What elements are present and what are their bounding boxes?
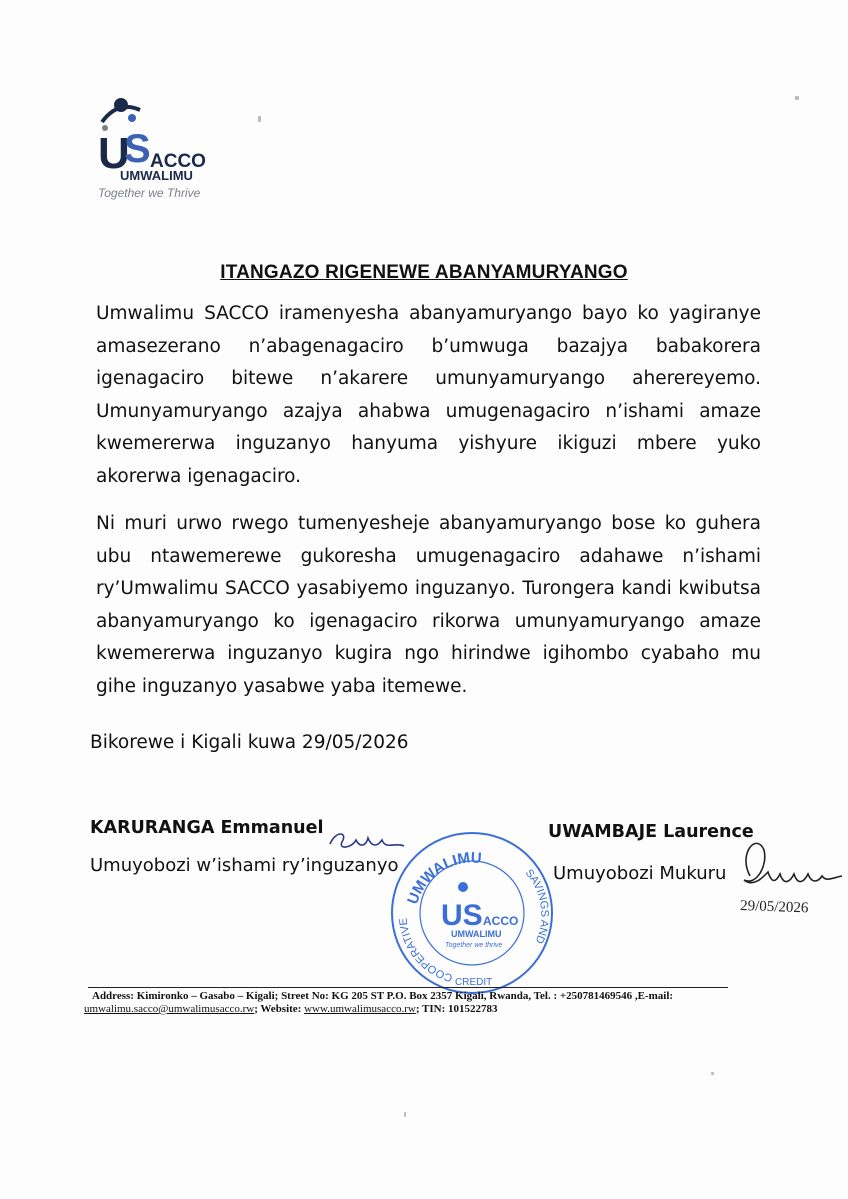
umwalimu-sacco-logo xyxy=(96,96,246,206)
stamp-right-text: SAVINGS AND xyxy=(522,867,551,946)
logo-tagline: Together we Thrive xyxy=(98,186,201,200)
notice-title: ITANGAZO RIGENEWE ABANYAMURYANGO xyxy=(220,262,628,283)
stamp-logo-head xyxy=(458,882,468,892)
logo-acco-text: ACCO xyxy=(150,151,206,172)
scan-speck xyxy=(258,116,261,122)
scan-speck xyxy=(404,1112,406,1117)
logo-s-letter: S xyxy=(124,127,151,171)
stamp-bottom-text: CREDIT xyxy=(455,977,493,988)
footer-website-label: ; Website: xyxy=(254,1003,302,1015)
footer-address: Address: Kimironko – Gasabo – Kigali; Street No: KG 205 ST P.O. Box 2357 Kigali, Rwanda, Tel. : +250781469546 ,E-mail: xyxy=(92,990,674,1002)
stamp-top-text: UMWALIMU xyxy=(404,849,483,907)
handwritten-date: 29/05/2026 xyxy=(739,898,809,917)
scan-speck xyxy=(711,1072,714,1075)
signatory-2-name: UWAMBAJE Laurence xyxy=(548,822,754,842)
logo-umwalimu-text: UMWALIMU xyxy=(120,168,193,183)
paragraph-2: Ni muri urwo rwego tumenyesheje abanyamuryango bose ko guhera ubu ntawemerewe gukoresha umugenagaciro adahawe n’ishami ry’Umwalimu SACCO yasabiyemo inguzanyo. Turongera kandi kwibutsa abanyamuryango ko igenagaciro rikorwa umunyamuryango amaze kwemererwa inguzanyo kugira ngo hirindwe igihombo cyabaho mu gihe inguzanyo yasabwe yaba itemewe. xyxy=(96,513,761,697)
stamp-logo-tagline: Together we thrive xyxy=(445,942,503,949)
signatory-2-role: Umuyobozi Mukuru xyxy=(553,863,727,884)
official-stamp xyxy=(385,825,560,1000)
stamp-logo-us: US xyxy=(441,899,483,932)
place-date: Bikorewe i Kigali kuwa 29/05/2026 xyxy=(90,732,409,753)
signatory-1-name: KARURANGA Emmanuel xyxy=(90,818,324,838)
stamp-logo-umwalimu: UMWALIMU xyxy=(451,929,502,939)
signatory-1-role: Umuyobozi w’ishami ry’inguzanyo xyxy=(90,855,399,876)
footer-divider xyxy=(88,987,728,988)
footer-tin: ; TIN: 101522783 xyxy=(415,1003,498,1015)
logo-u-letter: U xyxy=(98,129,130,178)
paragraph-1: Umwalimu SACCO iramenyesha abanyamuryango bayo ko yagiranye amasezerano n’abagenagaciro b’umwuga bazajya babakorera igenagaciro bitewe n’akarere umunyamuryango aherereyemo. Umunyamuryango azajya ahabwa umugenagaciro n’ishami amaze kwemererwa inguzanyo hanyuma yishyure ikiguzi mbere yuko akorerwa igenagaciro. xyxy=(96,303,761,487)
footer-website-link[interactable]: www.umwalimusacco.rw xyxy=(304,1003,416,1015)
signature-2-scribble xyxy=(734,826,846,926)
stamp-left-text: COOPERATIVE xyxy=(397,917,455,984)
scan-speck xyxy=(795,96,799,100)
stamp-logo-acco: ACCO xyxy=(483,914,519,928)
logo-figure-dot-small xyxy=(128,114,136,122)
footer-contact xyxy=(84,990,764,1016)
footer-email-link[interactable]: umwalimu.sacco@umwalimusacco.rw xyxy=(84,1003,255,1015)
